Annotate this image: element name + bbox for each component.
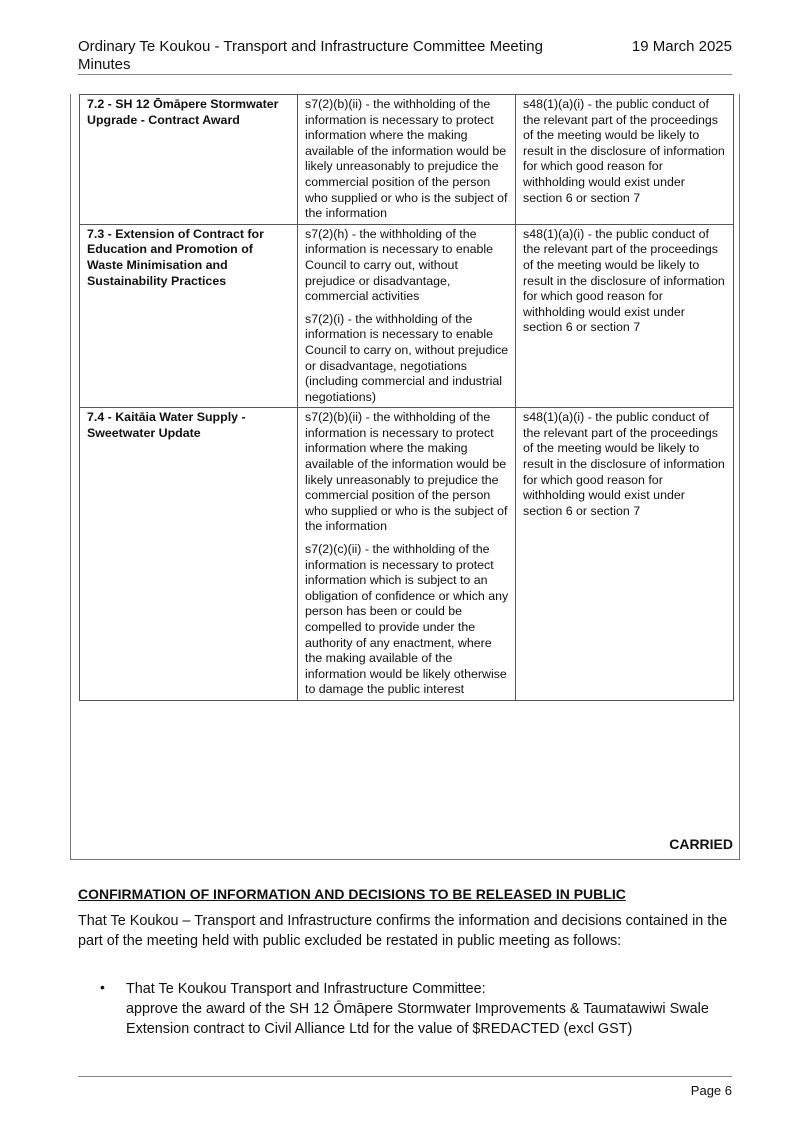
grounds-cell: s48(1)(a)(i) - the public conduct of the relevant part of the proceedings of the meeting would be likely to result in the disclosure of information for which good reason for withholding would exist under section 6 or section 7 xyxy=(516,95,734,225)
reason-cell xyxy=(298,408,516,701)
grounds-cell: s48(1)(a)(i) - the public conduct of the relevant part of the proceedings of the meeting would be likely to result in the disclosure of information for which good reason for withholding would exist under section 6 or section 7 xyxy=(516,224,734,408)
reason-paragraph: s7(2)(b)(ii) - the withholding of the information is necessary to protect information where the making available of the information would be likely unreasonably to prejudice the commercial position of the person who supplied or who is the subject of the information xyxy=(305,97,508,221)
reason-paragraph: s7(2)(i) - the withholding of the information is necessary to enable Council to carry on, without prejudice or disadvantage, negotiations (including commercial and industrial negotiations) xyxy=(305,311,509,404)
item-cell: 7.4 - Kaitāia Water Supply - Sweetwater Update xyxy=(80,408,298,701)
document-title: Ordinary Te Koukou - Transport and Infrastructure Committee Meeting Minutes xyxy=(78,38,543,73)
reason-paragraph: s7(2)(h) - the withholding of the information is necessary to enable Council to carry out, without prejudice or disadvantage, commercial activities xyxy=(305,226,494,304)
table-row xyxy=(80,224,734,408)
reason-cell xyxy=(298,95,516,225)
page-header xyxy=(78,38,732,75)
item-cell: 7.2 - SH 12 Ōmāpere Stormwater Upgrade - Contract Award xyxy=(80,95,298,225)
list-item xyxy=(126,979,736,1039)
table-row xyxy=(80,95,734,225)
page-footer xyxy=(78,1076,732,1098)
table-row xyxy=(80,408,734,701)
bullet-line: approve the award of the SH 12 Ōmāpere Stormwater Improvements & Taumatawiwi Swale Extension contract to Civil Alliance Ltd for the value of $REDACTED (excl GST) xyxy=(126,1001,709,1037)
item-cell: 7.3 - Extension of Contract for Education and Promotion of Waste Minimisation and Sustainability Practices xyxy=(80,224,298,408)
reason-cell xyxy=(298,224,516,408)
exclusion-reasons-table xyxy=(79,94,734,701)
carried-label: CARRIED xyxy=(669,836,733,852)
reason-paragraph: s7(2)(c)(ii) - the withholding of the information is necessary to protect information which is subject to an obligation of confidence or which any person has been or could be compelled to provide under the authority of any enactment, where the making available of the information would be likely otherwise to damage the public interest xyxy=(305,542,509,697)
grounds-cell: s48(1)(a)(i) - the public conduct of the relevant part of the proceedings of the meeting would be likely to result in the disclosure of information for which good reason for withholding would exist under section 6 or section 7 xyxy=(516,408,734,701)
page-number: Page 6 xyxy=(690,1083,732,1098)
section-heading: CONFIRMATION OF INFORMATION AND DECISIONS TO BE RELEASED IN PUBLIC xyxy=(78,886,626,902)
meeting-date: 19 March 2025 xyxy=(631,38,732,55)
bullet-icon: • xyxy=(100,979,105,995)
bullet-line: That Te Koukou Transport and Infrastructure Committee: xyxy=(126,981,486,997)
resolution-box xyxy=(70,94,740,860)
reason-paragraph: s7(2)(b)(ii) - the withholding of the information is necessary to protect information where the making available of the information would be likely unreasonably to prejudice the commercial position of the person who supplied or who is the subject of the information xyxy=(305,410,508,534)
intro-paragraph: That Te Koukou – Transport and Infrastructure confirms the information and decisions contained in the part of the meeting held with public excluded be restated in public meeting as follows: xyxy=(78,913,728,949)
